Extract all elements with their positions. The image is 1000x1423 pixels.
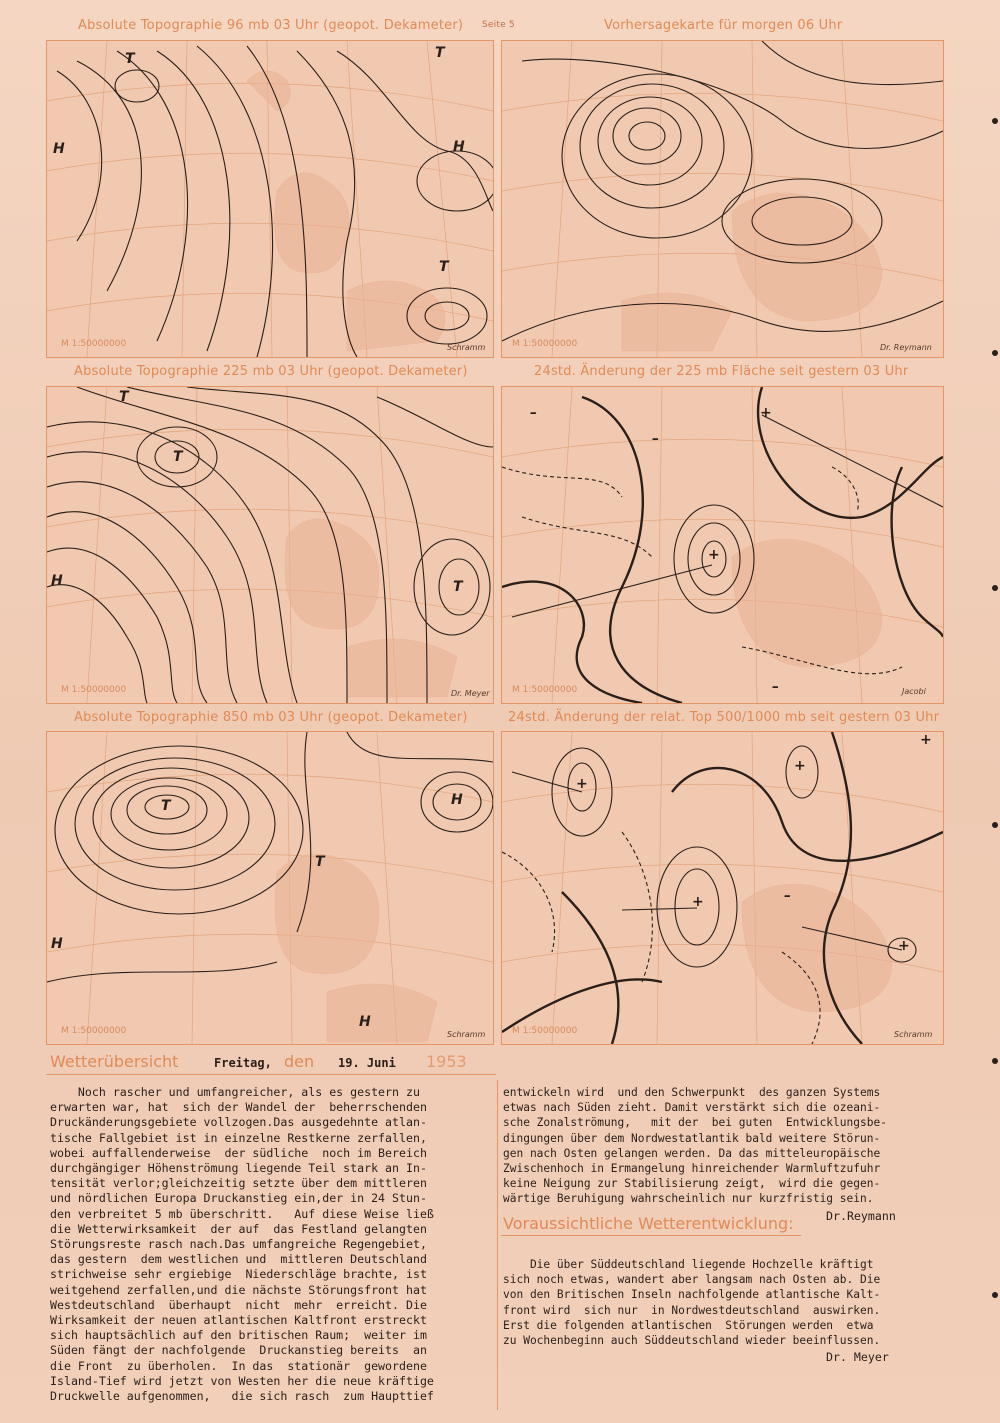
- summary-left-line: strichweise sehr ergiebige Niederschläge brachte, ist: [50, 1267, 427, 1282]
- plus-symbol: +: [898, 938, 910, 954]
- summary-left-line: Noch rascher und umfangreicher, als es gestern zu: [50, 1085, 420, 1099]
- summary-left-line: Westdeutschland überhaupt nicht mehr erreicht. Die: [50, 1297, 427, 1312]
- punch-hole: [992, 822, 998, 828]
- map-relat-top: [501, 731, 944, 1045]
- high-symbol: H: [53, 141, 65, 157]
- summary-left-line: Island-Tief wird jetzt von Westen her die neue kräftige: [50, 1373, 434, 1388]
- summary-left-line: Druckänderungsgebiete vollzogen.Das ausgedehnte atlan-: [50, 1115, 427, 1130]
- minus-symbol: –: [784, 888, 791, 904]
- map-signature: Schramm: [894, 1030, 933, 1039]
- summary-right-line: dingungen über dem Nordwestatlantik bald weitere Störun-: [503, 1131, 881, 1145]
- map-signature: Schramm: [447, 343, 486, 352]
- plus-symbol: +: [920, 732, 932, 748]
- summary-right-line: sche Zonalströmung, mit der bei guten Entwicklungsbe-: [503, 1116, 887, 1130]
- forecast-text: [503, 1257, 880, 1348]
- plus-symbol: +: [692, 894, 704, 910]
- punch-hole: [992, 585, 998, 591]
- map-225mb-graphic: [47, 387, 493, 703]
- high-symbol: H: [451, 792, 463, 808]
- map-850mb-graphic: [47, 732, 493, 1044]
- low-symbol: T: [173, 449, 183, 465]
- summary-left-line: den verbreitet 5 mb überschritt. Auf diese Weise ließ: [50, 1206, 434, 1221]
- summary-left-line: Druckwelle aufgenommen, die sich rasch zum Haupttief: [50, 1389, 434, 1404]
- map-signature: Schramm: [447, 1030, 486, 1039]
- low-symbol: T: [119, 389, 129, 405]
- low-symbol: T: [439, 259, 449, 275]
- summary-left-line: wobei auffallenderweise der südliche noch im Bereich: [50, 1145, 427, 1160]
- map-signature: Dr. Reymann: [880, 343, 932, 352]
- scale-label: M 1:50000000: [61, 1026, 127, 1036]
- summary-heading: Wetterübersicht: [50, 1052, 179, 1071]
- summary-titlebar: [46, 1050, 496, 1076]
- panel-title-850mb: Absolute Topographie 850 mb 03 Uhr (geopot. Dekameter): [74, 710, 468, 725]
- map-225mb-change: [501, 386, 944, 704]
- forecast-line: von den Britischen Inseln nachfolgende atlantische Kalt-: [503, 1288, 881, 1302]
- summary-right-line: Zwischenhoch in Ermangelung hinreichender Warmluftzufuhr: [503, 1162, 881, 1176]
- summary-left-line: tensität verlor;gleichzeitig setzte über dem mittleren: [50, 1176, 427, 1191]
- map-forecast: [501, 40, 944, 358]
- summary-year: 1953: [426, 1052, 467, 1071]
- punch-hole: [992, 118, 998, 124]
- minus-symbol: –: [772, 679, 779, 695]
- map-signature: Jacobi: [902, 687, 926, 696]
- high-symbol: H: [453, 139, 465, 155]
- minus-symbol: –: [652, 431, 659, 447]
- summary-right-line: wärtige Beruhigung wahrscheinlich nur kurzfristig sein.: [503, 1192, 874, 1206]
- low-symbol: T: [161, 798, 171, 814]
- panel-title-96mb: Absolute Topographie 96 mb 03 Uhr (geopot. Dekameter): [78, 18, 464, 33]
- high-symbol: H: [51, 573, 63, 589]
- column-divider: [497, 1080, 498, 1410]
- forecast-line: zu Wochenbeginn auch Süddeutschland wieder beeinflussen.: [503, 1334, 881, 1348]
- summary-left-line: das gestern dem westlichen und mittleren Deutschland: [50, 1252, 427, 1267]
- summary-left-line: tische Fallgebiet ist in einzelne Restkerne zerfallen,: [50, 1130, 427, 1145]
- panel-title-225mb: Absolute Topographie 225 mb 03 Uhr (geopot. Dekameter): [74, 364, 468, 379]
- forecast-author: Dr. Meyer: [826, 1350, 889, 1364]
- low-symbol: T: [315, 854, 325, 870]
- panel-title-relat-top: 24std. Änderung der relat. Top 500/1000 mb seit gestern 03 Uhr: [508, 710, 940, 725]
- summary-left-line: Süden fängt der nachfolgende Druckanstieg bereits an: [50, 1343, 427, 1358]
- high-symbol: H: [51, 936, 63, 952]
- low-symbol: T: [453, 579, 463, 595]
- panel-title-225mb-change: 24std. Änderung der 225 mb Fläche seit gestern 03 Uhr: [534, 364, 909, 379]
- summary-left-line: die Wetterwirksamkeit der auf das Festland gelangten: [50, 1221, 427, 1236]
- summary-left-column: [50, 1085, 434, 1404]
- low-symbol: T: [125, 51, 135, 67]
- forecast-line: Die über Süddeutschland liegende Hochzelle kräftigt: [503, 1258, 874, 1271]
- forecast-line: sich noch etwas, wandert aber langsam nach Osten ab. Die: [503, 1273, 881, 1287]
- map-225mb: [46, 386, 494, 704]
- summary-left-line: durchgängiger Höhenströmung liegende Teil stark an In-: [50, 1161, 427, 1176]
- punch-hole: [992, 350, 998, 356]
- map-850mb: [46, 731, 494, 1045]
- scale-label: M 1:50000000: [61, 685, 127, 695]
- forecast-underline: [501, 1235, 801, 1236]
- summary-right-line: etwas nach Süden zieht. Damit verstärkt sich die ozeani-: [503, 1101, 881, 1115]
- summary-left-line: erwarten war, hat sich der Wandel der beherrschenden: [50, 1100, 427, 1115]
- plus-symbol: +: [708, 547, 720, 563]
- map-225mb-change-graphic: [502, 387, 943, 703]
- map-forecast-graphic: [502, 41, 943, 357]
- summary-author: Dr.Reymann: [826, 1209, 896, 1223]
- map-signature: Dr. Meyer: [451, 689, 490, 698]
- summary-left-line: weitgehend zerfallen,und die nächste Störungsfront hat: [50, 1282, 427, 1297]
- scale-label: M 1:50000000: [512, 339, 578, 349]
- summary-left-line: Störungsreste rasch nach.Das umfangreiche Regengebiet,: [50, 1237, 427, 1252]
- summary-left-line: sich hauptsächlich auf den britischen Raum; weiter im: [50, 1328, 427, 1343]
- summary-right-line: entwickeln wird und den Schwerpunkt des ganzen Systems: [503, 1086, 881, 1099]
- panel-title-forecast: Vorhersagekarte für morgen 06 Uhr: [604, 18, 843, 33]
- minus-symbol: –: [530, 405, 537, 421]
- summary-den: den: [284, 1052, 315, 1071]
- punch-hole: [992, 1292, 998, 1298]
- summary-left-line: die Front zu überholen. In das stationär gewordene: [50, 1358, 427, 1373]
- scale-label: M 1:50000000: [512, 685, 578, 695]
- page-label: Seite 5: [482, 20, 515, 30]
- plus-symbol: +: [760, 405, 772, 421]
- summary-date: 19. Juni: [338, 1056, 396, 1070]
- summary-right-line: keine Neigung zur Stabilisierung zeigt, wird die gegen-: [503, 1177, 881, 1191]
- scale-label: M 1:50000000: [512, 1026, 578, 1036]
- summary-underline: [46, 1074, 496, 1075]
- summary-right-column: [503, 1085, 887, 1207]
- summary-right-line: gen nach Osten gelangen werden. Da das mitteleuropäische: [503, 1146, 881, 1160]
- plus-symbol: +: [576, 776, 588, 792]
- punch-hole: [992, 1058, 998, 1064]
- summary-left-line: und nördlichen Europa Druckanstieg ein,der in 24 Stun-: [50, 1191, 427, 1206]
- forecast-line: Erst die folgenden atlantischen Störungen werden etwa: [503, 1318, 874, 1332]
- map-relat-top-graphic: [502, 732, 943, 1044]
- scale-label: M 1:50000000: [61, 339, 127, 349]
- forecast-heading: Voraussichtliche Wetterentwicklung:: [503, 1214, 794, 1233]
- forecast-line: front wird sich nur in Nordwestdeutschland auswirken.: [503, 1303, 881, 1317]
- plus-symbol: +: [794, 758, 806, 774]
- high-symbol: H: [359, 1014, 371, 1030]
- summary-left-line: Wirksamkeit der neuen atlantischen Kaltfront erstreckt: [50, 1313, 427, 1328]
- low-symbol: T: [435, 45, 445, 61]
- map-96mb: [46, 40, 494, 358]
- summary-day: Freitag,: [214, 1056, 272, 1070]
- map-96mb-graphic: [47, 41, 493, 357]
